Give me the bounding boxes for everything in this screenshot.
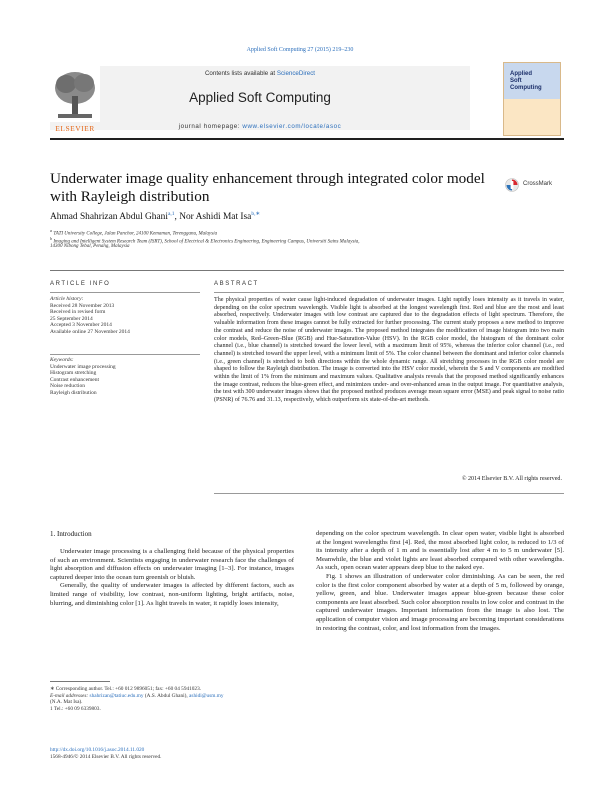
keyword: Noise reduction: [50, 383, 85, 390]
history-item: Received 28 November 2013: [50, 302, 115, 309]
homepage-link[interactable]: www.elsevier.com/locate/asoc: [242, 123, 342, 130]
history-item: Available online 27 November 2014: [50, 328, 130, 335]
journal-homepage: [50, 123, 470, 130]
author-affiliation-mark[interactable]: a,1: [167, 211, 175, 217]
section-rule: [50, 270, 564, 271]
header-rule: [50, 138, 564, 140]
affiliation-text: 14300 Nibong Tebal, Penang, Malaysia: [50, 244, 130, 249]
contents-prefix: Contents lists available at: [204, 70, 277, 77]
intro-paragraph: Generally, the quality of underwater images is affected by different factors, such as limited range of visibility, low contrast, non-uniform lighting, bright artifacts, noise, blurring, and diminishing color [1]. As light travels in water, it rapidly loses intensity,: [50, 582, 294, 607]
intro-left-column: [50, 548, 294, 608]
abstract-rule: [214, 292, 564, 293]
history-item: 25 September 2014: [50, 315, 93, 322]
affiliation-text: Imaging and Intelligent System Research Team (ISRT), School of Electrical & Electronics Engineering, Engineering Campus, Universiti Sains Malaysia,: [53, 239, 360, 245]
email-link[interactable]: shahrizan@tatiuc.edu.my: [89, 692, 144, 699]
cover-line: Applied: [510, 71, 532, 77]
article-info-rule: [50, 292, 200, 293]
article-identifiers: [50, 747, 300, 761]
affiliation-text: TATI University College, Jalan Panchor, 24100 Kemaman, Terengganu, Malaysia: [53, 231, 218, 237]
abstract-copyright: © 2014 Elsevier B.V. All rights reserved.: [461, 476, 562, 482]
intro-paragraph: Fig. 1 shows an illustration of underwater color diminishing. As can be seen, the red color is the first color component absorbed by water at a depth of 5 m, followed by orange, yellow, green, and blue. Underwater images appear blue-green because these color components are least absorbed. Such color absorption results in low color and contrast in the captured underwater images. Important information from the image is also lost. The application of computer vision and image processing are becoming important considerations in restoring the contrast, color, and lost information from the images.: [316, 572, 564, 632]
keyword: Underwater image processing: [50, 363, 116, 370]
history-item: Received in revised form: [50, 309, 106, 316]
abstract-bottom-rule: [214, 493, 564, 494]
author-name: Ahmad Shahrizan Abdul Ghani: [50, 212, 168, 223]
journal-reference[interactable]: Applied Soft Computing 27 (2015) 219–230: [246, 47, 354, 53]
cover-line: Computing: [510, 85, 542, 91]
telephone-note: 1 Tel.: +60 09 6339803.: [50, 705, 101, 712]
email-owner: (N.A. Mat Isa).: [50, 699, 83, 706]
email-label: E-mail addresses:: [50, 692, 89, 699]
email-owner: (A.S. Abdul Ghani),: [144, 692, 188, 699]
article-title: Underwater image quality enhancement through integrated color model with Rayleigh distribution: [50, 170, 485, 205]
contents-availability: [50, 70, 470, 77]
crossmark-icon: [505, 178, 519, 192]
article-info-heading: ARTICLE INFO: [50, 281, 111, 287]
crossmark-badge[interactable]: [505, 178, 565, 194]
history-item: Accepted 3 November 2014: [50, 322, 112, 329]
crossmark-label: CrossMark: [523, 181, 553, 187]
article-history: [50, 296, 200, 336]
journal-cover-thumbnail: [503, 62, 561, 136]
keyword: Rayleigh distribution: [50, 389, 97, 396]
author-affiliation-mark[interactable]: b,∗: [251, 211, 261, 217]
affiliation-b-continued: [50, 244, 550, 250]
intro-paragraph: Underwater image processing is a challenging field because of the physical properties of such an environment. Scientists engaging in underwater research face the challenges of light absorption and diffusion effects on underwater imaging [1–3]. For instance, images captured deeper into the ocean turn greenish or bluish.: [50, 548, 294, 581]
intro-right-column: [316, 530, 564, 633]
corresponding-author-note: ∗ Corresponding author. Tel.: +60 012 9896051; fax: +60 04 5941023.: [50, 686, 202, 692]
footnotes: [50, 686, 290, 712]
keyword: Contrast enhancement: [50, 376, 100, 383]
abstract-text: The physical properties of water cause light-induced degradation of underwater images. Light rapidly loses intensity as it travels in water, depending on the color spectrum wavelength. Visible light is absorbed at the longest wavelength first. Red and blue are the most and least absorbed, respectively. Underwater images with low contrast are captured due to the degradation effects of light spectrum. Therefore, the valuable information from these images cannot be fully extracted for further processing. The current study proposes a new method to improve the contrast and reduce the noise of underwater images. The proposed method integrates the modification of image histogram into two main color models, Red–Green–Blue (RGB) and Hue-Saturation-Value (HSV). In the RGB color model, the histogram of the dominant color channel (i.e., blue channel) is stretched toward the lower level, with a maximum limit of 95%, whereas the inferior color channel (i.e., red channel) is stretched toward the upper level, with a minimum limit of 5%. The color channel between the dominant and inferior color channels (i.e., green channel) is stretched to both directions within the whole dynamic range. All stretching processes in the RGB color model are shaped to follow the Rayleigh distribution. The image is converted into the HSV color model, wherein the S and V components are modified within the limit of 1% from the minimum and maximum values. Qualitative analysis reveals that the proposed method significantly enhances the image contrast, reduces the blue-green effect, and minimizes under- and over-enhanced areas in the output image. For quantitative analysis, the test with 300 underwater images shows that the proposed method produces average mean square error (MSE) and peak signal to noise ratio (PSNR) of 76.76 and 31.13, respectively, which outperform six state-of-the-art methods.: [214, 297, 564, 404]
homepage-prefix: journal homepage:: [178, 123, 243, 130]
abstract-heading: ABSTRACT: [214, 281, 259, 287]
history-label: Article history:: [50, 296, 84, 302]
cover-line: Soft: [510, 78, 522, 84]
doi-link[interactable]: http://dx.doi.org/10.1016/j.asoc.2014.11.020: [50, 747, 145, 753]
keywords-label: Keywords:: [50, 357, 74, 363]
email-link[interactable]: ashidi@usm.my: [189, 692, 224, 699]
intro-paragraph: depending on the color spectrum wavelength. In clear open water, visible light is absorbed at the longest wavelengths first [4]. Red, the most absorbed light color, is reduced to 1/3 of its intensity after a depth of 1 m and is essentially lost after 4 m to 5 m underwater [5]. Meanwhile, the blue and violet lights are least absorbed compared with other wavelengths. As such, open ocean water appears deep blue to the naked eye.: [316, 530, 564, 572]
author-list: Ahmad Shahrizan Abdul Ghani$^{a,1}$, Nor Ashidi Mat Isa$^{b,∗}$: [50, 211, 261, 223]
author-name: Nor Ashidi Mat Isa: [179, 212, 252, 223]
affiliation-mark: b: [50, 236, 53, 241]
keyword: Histogram stretching: [50, 370, 97, 377]
journal-name: Applied Soft Computing: [189, 90, 331, 105]
footnote-rule: [50, 681, 110, 682]
affiliation-mark: a: [50, 228, 53, 233]
sciencedirect-link[interactable]: ScienceDirect: [276, 70, 316, 77]
cover-title: [510, 71, 556, 92]
email-note: [50, 693, 290, 700]
elsevier-logo-text: ELSEVIER: [55, 124, 95, 133]
keywords-block: [50, 357, 200, 397]
issn-line: 1568-4946/© 2014 Elsevier B.V. All rights reserved.: [50, 753, 162, 760]
introduction-heading: 1. Introduction: [50, 530, 92, 538]
keywords-rule: [50, 354, 200, 355]
